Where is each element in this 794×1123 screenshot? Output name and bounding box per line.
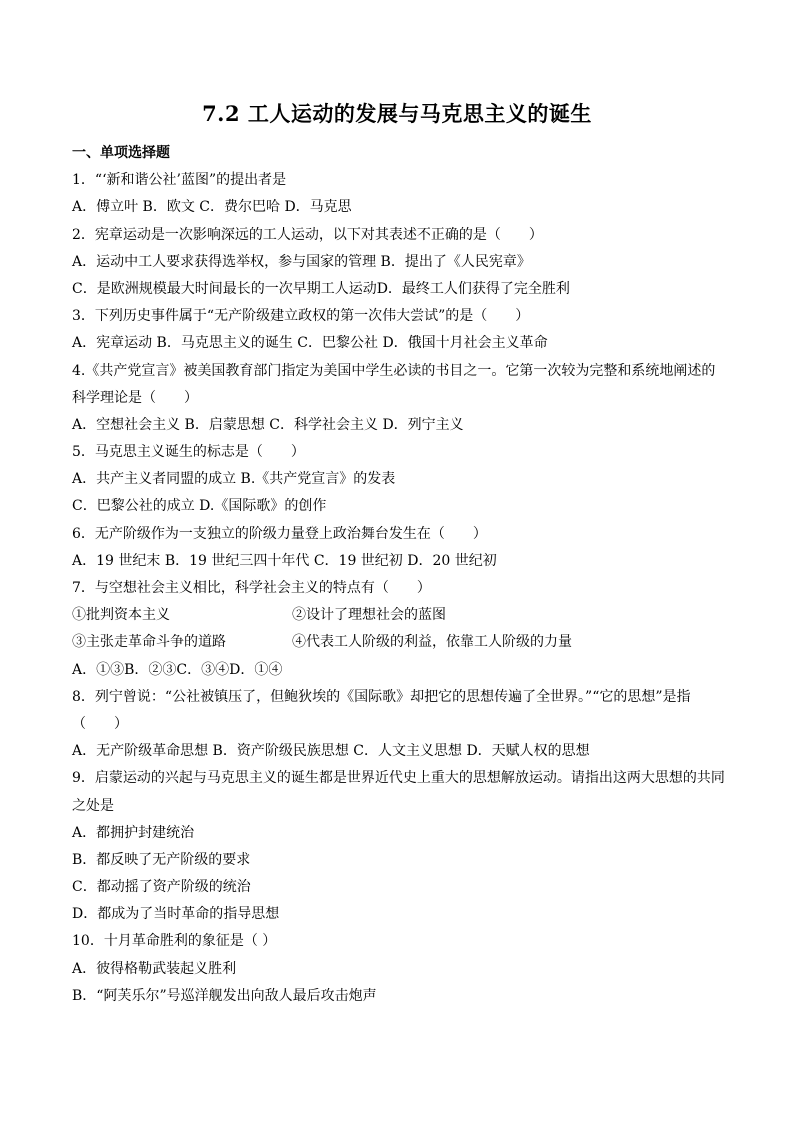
question-9-option-a: A．都拥护封建统治 [72, 824, 195, 841]
question-4-options: A．空想社会主义 B．启蒙思想 C．科学社会主义 D．列宁主义 [72, 416, 464, 433]
question-7-item-1: ①批判资本主义 [72, 607, 170, 624]
question-7-item-2: ②设计了理想社会的蓝图 [292, 607, 446, 624]
question-1-options: A．傅立叶 B．欧文 C．费尔巴哈 D．马克思 [72, 199, 352, 216]
question-1-stem: 1．“‘新和谐公社’蓝图”的提出者是 [72, 172, 287, 189]
question-7-item-4: ④代表工人阶级的利益，依靠工人阶级的力量 [292, 634, 572, 651]
question-3-stem: 3．下列历史事件属于“无产阶级建立政权的第一次伟大尝试”的是（ ） [72, 308, 530, 325]
question-9-stem-line1: 9．启蒙运动的兴起与马克思主义的诞生都是世界近代史上重大的思想解放运动。请指出这两大思想的共同 [72, 770, 725, 787]
question-8-options: A．无产阶级革命思想 B．资产阶级民族思想 C．人文主义思想 D．天赋人权的思想 [72, 743, 590, 760]
question-5-options-line1: A．共产主义者同盟的成立 B.《共产党宣言》的发表 [72, 471, 396, 488]
question-8-stem-line1: 8．列宁曾说：“公社被镇压了，但鲍狄埃的《国际歌》却把它的思想传遍了全世界。”“它的思想”是指 [72, 688, 691, 705]
question-7-options: A．①③B．②③C．③④D．①④ [72, 661, 283, 678]
question-4-stem-line1: 4.《共产党宣言》被美国教育部门指定为美国中学生必读的书目之一。它第一次较为完整和系统地阐述的 [72, 362, 716, 379]
question-7-item-3: ③主张走革命斗争的道路 [72, 634, 226, 651]
question-2-stem: 2．宪章运动是一次影响深远的工人运动，以下对其表述不正确的是（ ） [72, 226, 543, 243]
question-7-items-row1 [72, 602, 732, 629]
question-5-stem: 5．马克思主义诞生的标志是（ ） [72, 444, 305, 461]
question-10-stem: 10．十月革命胜利的象征是（ ） [72, 933, 277, 950]
document-title: 7.2 工人运动的发展与马克思主义的诞生 [202, 101, 592, 126]
question-3-options: A．宪章运动 B．马克思主义的诞生 C．巴黎公社 D．俄国十月社会主义革命 [72, 335, 548, 352]
question-7-stem: 7．与空想社会主义相比，科学社会主义的特点有（ ） [72, 580, 431, 596]
section-heading: 一、单项选择题 [72, 145, 170, 161]
question-8-stem-line2: （ ） [72, 715, 128, 732]
question-9-option-d: D．都成为了当时革命的指导思想 [72, 906, 280, 923]
question-9-stem-line2: 之处是 [72, 797, 114, 814]
question-10-option-b: B．“阿芙乐尔”号巡洋舰发出向敌人最后攻击炮声 [72, 987, 377, 1004]
question-2-options-line2: C．是欧洲规模最大时间最长的一次早期工人运动D．最终工人们获得了完全胜利 [72, 280, 570, 297]
question-7-items-row2 [72, 629, 732, 656]
question-4-stem-line2: 科学理论是（ ） [72, 389, 198, 406]
question-5-options-line2: C．巴黎公社的成立 D.《国际歌》的创作 [72, 498, 327, 515]
question-10-option-a: A．彼得格勒武装起义胜利 [72, 960, 237, 977]
question-6-stem: 6．无产阶级作为一支独立的阶级力量登上政治舞台发生在（ ） [72, 525, 487, 542]
question-9-option-b: B．都反映了无产阶级的要求 [72, 851, 251, 868]
question-6-options: A．19 世纪末 B．19 世纪三四十年代 C．19 世纪初 D．20 世纪初 [72, 552, 497, 569]
question-2-options-line1: A．运动中工人要求获得选举权，参与国家的管理 B．提出了《人民宪章》 [72, 253, 531, 270]
question-list [72, 140, 732, 1010]
question-9-option-c: C．都动摇了资产阶级的统治 [72, 879, 251, 896]
